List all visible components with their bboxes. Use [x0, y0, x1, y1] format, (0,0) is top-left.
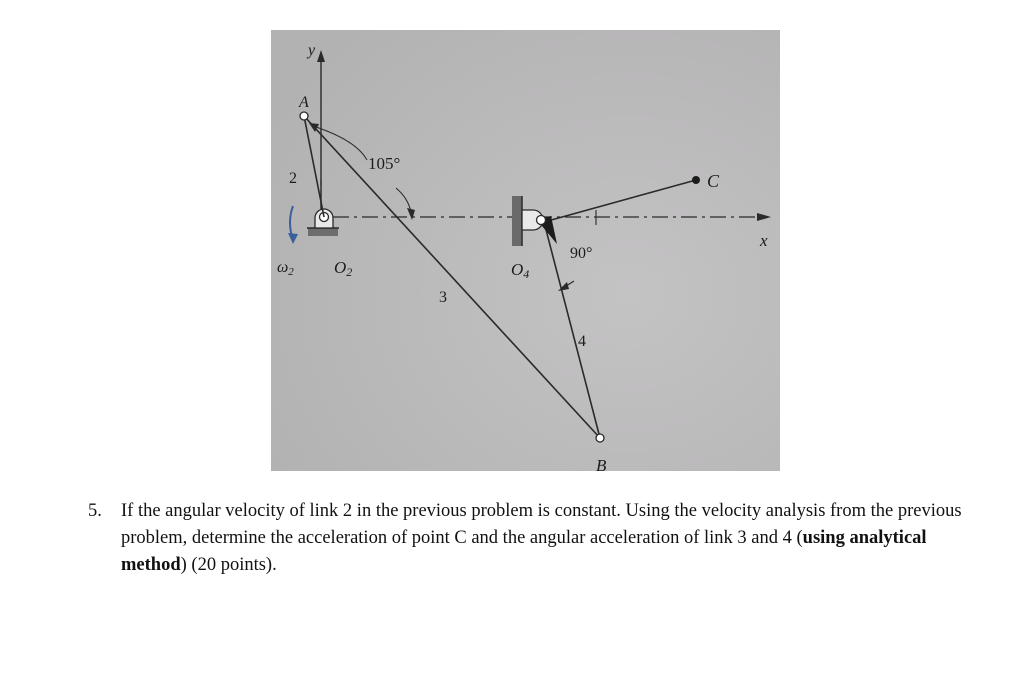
ground-o2-label: O2 — [334, 258, 353, 279]
x-axis-label: x — [760, 231, 768, 250]
mechanism-diagram — [271, 30, 780, 471]
pin-o4 — [537, 216, 546, 225]
point-c-label: C — [707, 171, 720, 191]
ground-o4-hatch — [512, 196, 522, 246]
ground-o4-label: O4 — [511, 260, 530, 281]
figure-background — [271, 30, 780, 471]
link-4-label: 4 — [578, 333, 586, 350]
pin-a — [300, 112, 308, 120]
problem-text — [121, 498, 968, 579]
point-c-dot — [692, 176, 700, 184]
link-2-label: 2 — [289, 170, 297, 187]
mechanism-figure — [271, 30, 780, 471]
ground-o2-hatch — [308, 228, 338, 236]
omega-label: ω2 — [277, 259, 294, 278]
point-b-label: B — [596, 456, 607, 471]
link-3-label: 3 — [439, 289, 447, 306]
problem-text-start: If the angular velocity of link 2 in the previous problem is constant. Using the velocity analysis from the previous problem, determine the acceleration of point C and the angular acceleration of link 3 and 4 ( — [121, 501, 962, 548]
angle-105-label: 105° — [368, 154, 401, 173]
angle-90-label: 90° — [570, 245, 593, 262]
y-axis-label: y — [308, 42, 316, 59]
problem-text-bold: using analytical method — [121, 528, 927, 575]
pin-b — [596, 434, 604, 442]
problem-text-end: ) (20 points). — [180, 555, 277, 575]
point-a-label: A — [299, 94, 309, 111]
problem-number: 5. — [88, 501, 102, 521]
problem-statement — [88, 498, 968, 579]
